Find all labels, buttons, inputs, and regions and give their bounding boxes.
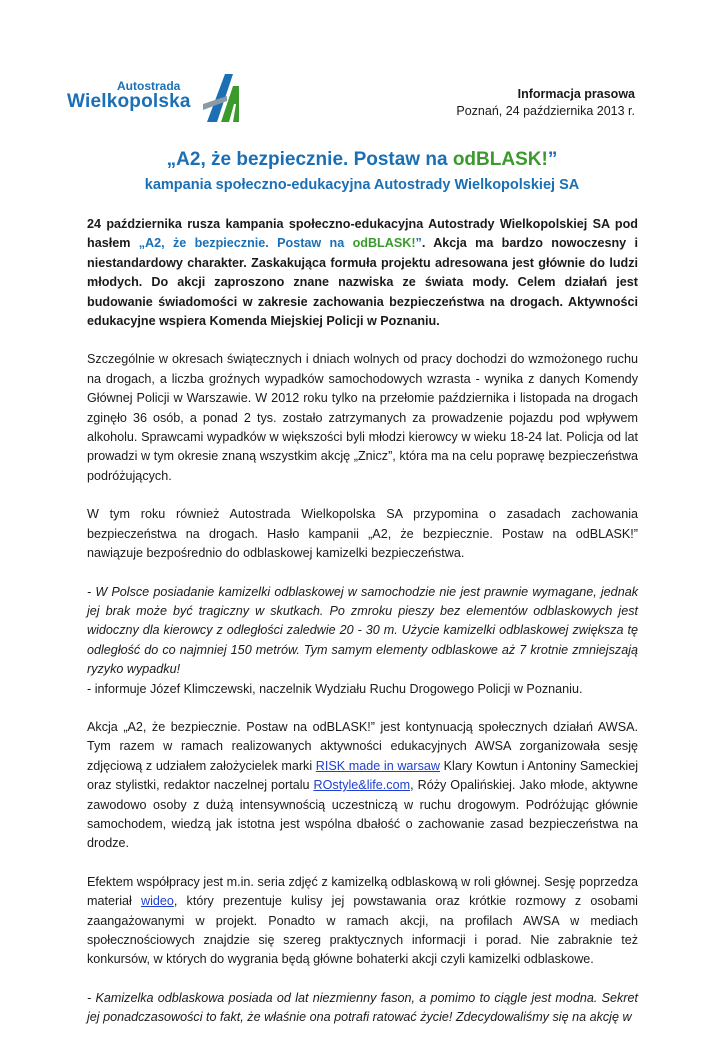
vest-quote-text: - Kamizelka odblaskowa posiada od lat niezmienny fason, a pomimo to ciągle jest modna. Sekret jej ponadczasowości to fakt, że właśnie ona potrafi ratować życie! Zdecydowaliśmy się na akcję w [87,990,638,1025]
video-material-text-2: , który prezentuje kulisy jej powstawania oraz krótkie rozmowy z osobami zaangażowanymi w projekt. Ponadto w ramach akcji, na profilach AWSA w mediach społecznościowych znajdzie się szereg praktycznych informacji i porad. Nie zabraknie też konkursów, w których do wygrania będą główne bohaterki akcji czyli kamizelki odblaskowe. [87,894,638,967]
title-highlight: odBLASK! [452,149,548,170]
title-suffix: ” [547,149,558,170]
police-quote-text: - W Polsce posiadanie kamizelki odblaskowej w samochodzie nie jest prawnie wymagane, jednak jej brak może być tragiczny w skutkach. Po zmroku pieszy bez elementów odblaskowych jest widoczny dla kierowcy z odległości zaledwie 20 - 30 m. Użycie kamizelki odblaskowej zwiększa tę odległość do co najmniej 150 metrów. Tym samym elementy odblaskowe aż 7 krotnie zmniejszają ryzyko wypadku! [87,584,638,677]
article-body [87,215,638,1047]
video-material-text-1: Efektem współpracy jest m.in. seria zdjęć z kamizelką odblaskową w roli głównej. Sesję poprzedza materiał [87,874,638,909]
press-release-label: Informacja prasowa [517,87,635,101]
photo-session-text-2: Klary Kowtun i Antoniny Sameckiej oraz stylistki, redaktor naczelnej portalu [87,758,639,793]
title-prefix: „A2, że bezpiecznie. Postaw na [166,149,453,170]
paragraph-statistics: Szczególnie w okresach świątecznych i dniach wolnych od pracy dochodzi do wzmożonego ruchu na drogach, a liczba groźnych wypadków samochodowych wzrasta - wynika z danych Komendy Głównej Policji w Warszawie. W 2012 roku tylko na przełomie października i listopada na drogach zginęło 36 osób, a ponad 2 tys. zostało zatrzymanych za prowadzenie pojazdu pod wpływem alkoholu. Sprawcami wypadków w większości byli młodzi kierowcy w wieku 18-24 lat. Policja od lat prowadzi w tym okresie znaną wszystkim akcję „Znicz”, która ma na celu poprawę bezpieczeństwa podróżujących. [87,352,638,483]
video-link[interactable]: wideo [140,894,174,909]
paragraph-campaign-slogan: W tym roku również Autostrada Wielkopolska SA przypomina o zasadach zachowania bezpieczeństwa na drogach. Hasło kampanii „A2, że bezpiecznie. Postaw na odBLASK!” nawiązuje bezpośrednio do odblaskowej kamizelki bezpieczeństwa. [87,507,638,561]
lead-paragraph [87,215,638,331]
police-quote-attribution: - informuje Józef Klimczewski, naczelnik Wydziału Ruchu Drogowego Policji w Poznaniu. [87,681,583,696]
company-logo [55,62,245,142]
paragraph-vest-quote [87,989,638,1028]
lead-slogan-end: ” [415,236,422,251]
paragraph-photo-session [87,718,638,854]
lead-slogan-blue: „A2, że bezpiecznie. Postaw na [138,236,353,251]
logo-line-2: Wielkopolska [67,91,191,112]
photo-session-text-3: , Róży Opalińskiej. Jako młode, aktywne zawodowo osoby z dużą intensywnością uczestniczą w ruchu drogowym. Podróżując głównie samochodem, wiedzą jak istotna jest wspólna dbałość o zachowanie zasad bezpieczeństwa na drodze. [87,778,638,851]
rostyle-portal-link[interactable]: ROstyle&life.com [313,778,411,793]
page-title [0,149,724,171]
lead-slogan-green: odBLASK! [352,236,416,251]
logo-line-1: Autostrada [117,79,181,93]
lead-text-1: 24 października rusza kampania społeczno-edukacyjna Autostrady Wielkopolskiej SA pod hasłem [87,217,638,251]
lead-text-2: . Akcja ma bardzo nowoczesny i niestandardowy charakter. Zaskakująca formuła projektu adresowana jest głównie do ludzi młodych. Do akcji zaproszono znane nazwiska ze świata mody. Celem działań jest budowanie świadomości w zakresie zachowania bezpieczeństwa na drogach. Aktywności edukacyjne wspiera Komenda Miejskiej Policji w Poznaniu. [87,236,638,329]
risk-brand-link[interactable]: RISK made in warsaw [315,758,441,773]
paragraph-video-material [87,873,638,970]
page-subtitle: kampania społeczno-edukacyjna Autostrady Wielkopolskiej SA [144,177,580,193]
photo-session-text-1: Akcja „A2, że bezpiecznie. Postaw na odBLASK!” jest kontynuacją społecznych działań AWSA. Tym razem w ramach realizowanych aktywności edukacyjnych AWSA zorganizowała sesję zdjęciową z udziałem założycielek marki [87,719,638,773]
a2-road-logo-icon [203,74,239,122]
press-release-date: Poznań, 24 października 2013 r. [456,104,635,118]
paragraph-police-quote [87,583,638,699]
